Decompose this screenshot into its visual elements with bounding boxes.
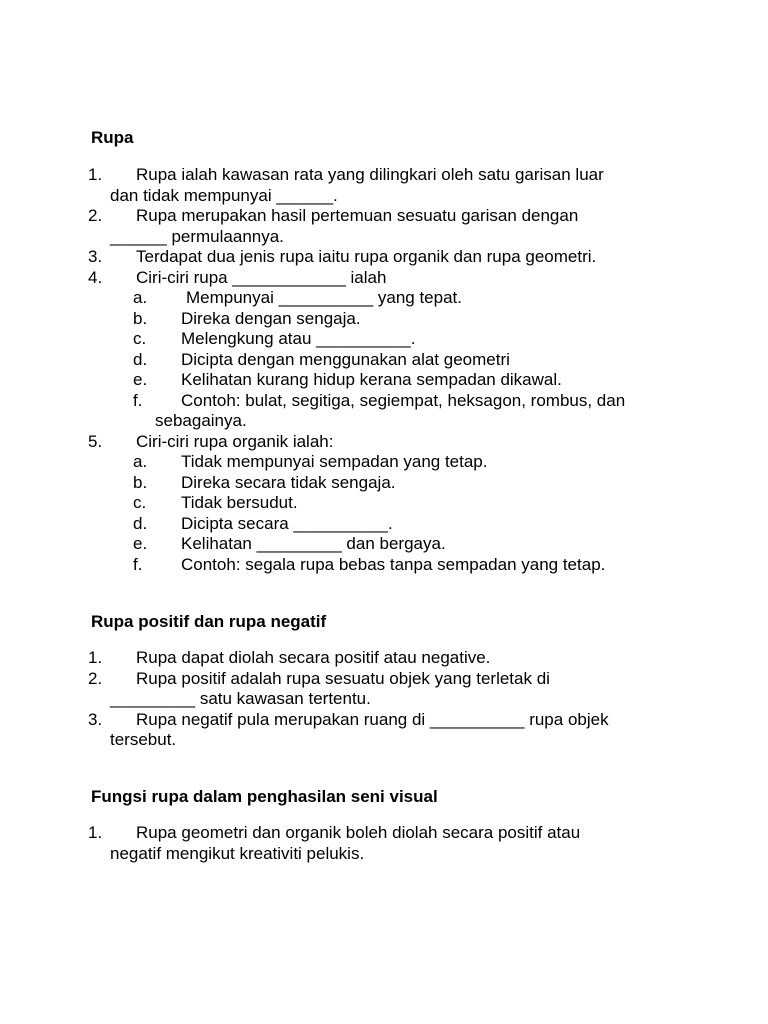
sub-letter: f. bbox=[133, 554, 143, 574]
sub-item bbox=[0, 391, 768, 412]
item-number: 4. bbox=[88, 267, 103, 287]
sub-text: Direka secara tidak sengaja. bbox=[181, 472, 396, 492]
sub-item bbox=[0, 555, 768, 576]
item-text: Ciri-ciri rupa ____________ ialah bbox=[136, 267, 387, 287]
sub-text: Direka dengan sengaja. bbox=[181, 308, 361, 328]
question-list bbox=[0, 165, 768, 575]
sub-item bbox=[0, 514, 768, 535]
item-number: 3. bbox=[88, 709, 103, 729]
item-number: 1. bbox=[88, 823, 103, 842]
sub-letter: c. bbox=[133, 329, 147, 348]
section-heading: Fungsi rupa dalam penghasilan seni visual bbox=[91, 787, 438, 806]
sub-text: Tidak mempunyai sempadan yang tetap. bbox=[181, 452, 488, 471]
sub-item bbox=[0, 309, 768, 330]
sub-text: Mempunyai __________ yang tepat. bbox=[186, 288, 462, 307]
sub-text: Contoh: bulat, segitiga, segiempat, heksagon, rombus, dan bbox=[181, 390, 626, 410]
item-number: 1. bbox=[88, 165, 103, 184]
item-continuation: negatif mengikut kreativiti pelukis. bbox=[110, 843, 365, 863]
list-item bbox=[0, 648, 768, 669]
sub-item bbox=[0, 288, 768, 309]
sub-item bbox=[0, 329, 768, 350]
item-text: Rupa ialah kawasan rata yang dilingkari oleh satu garisan luar bbox=[136, 165, 604, 184]
sub-letter: d. bbox=[133, 349, 148, 369]
item-number: 5. bbox=[88, 431, 103, 451]
sub-text: Dicipta secara __________. bbox=[181, 513, 393, 533]
item-continuation: _________ satu kawasan tertentu. bbox=[110, 689, 371, 708]
list-item bbox=[0, 669, 768, 690]
sub-continuation: sebagainya. bbox=[155, 411, 247, 430]
sub-letter: e. bbox=[133, 370, 148, 389]
item-text: Rupa geometri dan organik boleh diolah secara positif atau bbox=[136, 823, 581, 842]
list-item bbox=[0, 710, 768, 731]
sub-text: Dicipta dengan menggunakan alat geometri bbox=[181, 349, 510, 369]
list-item bbox=[0, 165, 768, 186]
sub-letter: a. bbox=[133, 288, 148, 307]
sub-text: Tidak bersudut. bbox=[181, 493, 298, 512]
list-item bbox=[0, 823, 768, 844]
sub-text: Kelihatan _________ dan bergaya. bbox=[181, 534, 446, 553]
item-continuation: tersebut. bbox=[110, 730, 177, 749]
item-text: Terdapat dua jenis rupa iaitu rupa organik dan rupa geometri. bbox=[136, 247, 597, 266]
sub-letter: f. bbox=[133, 390, 143, 410]
list-item bbox=[0, 432, 768, 453]
section-heading: Rupa bbox=[91, 128, 134, 147]
section-heading: Rupa positif dan rupa negatif bbox=[91, 612, 327, 631]
item-number: 3. bbox=[88, 247, 103, 266]
list-item bbox=[0, 268, 768, 289]
question-list bbox=[0, 823, 768, 864]
sub-text: Kelihatan kurang hidup kerana sempadan dikawal. bbox=[181, 370, 562, 389]
item-continuation: ______ permulaannya. bbox=[110, 226, 284, 246]
sub-item bbox=[0, 350, 768, 371]
item-text: Rupa negatif pula merupakan ruang di __________ rupa objek bbox=[136, 709, 609, 729]
item-number: 2. bbox=[88, 206, 103, 225]
item-text: Rupa merupakan hasil pertemuan sesuatu garisan dengan bbox=[136, 206, 579, 225]
question-list bbox=[0, 648, 768, 751]
item-number: 2. bbox=[88, 668, 103, 688]
item-number: 1. bbox=[88, 648, 103, 667]
sub-letter: b. bbox=[133, 308, 148, 328]
sub-letter: d. bbox=[133, 513, 148, 533]
item-text: Ciri-ciri rupa organik ialah: bbox=[136, 431, 334, 451]
sub-letter: b. bbox=[133, 472, 148, 492]
sub-item bbox=[0, 534, 768, 555]
sub-letter: e. bbox=[133, 534, 148, 553]
sub-text: Contoh: segala rupa bebas tanpa sempadan yang tetap. bbox=[181, 554, 606, 574]
item-text: Rupa dapat diolah secara positif atau negative. bbox=[136, 648, 491, 667]
item-text: Rupa positif adalah rupa sesuatu objek yang terletak di bbox=[136, 668, 550, 688]
sub-letter: c. bbox=[133, 493, 147, 512]
item-continuation: dan tidak mempunyai ______. bbox=[110, 185, 338, 205]
sub-item bbox=[0, 473, 768, 494]
sub-item bbox=[0, 493, 768, 514]
list-item bbox=[0, 247, 768, 268]
sub-item bbox=[0, 452, 768, 473]
sub-letter: a. bbox=[133, 452, 148, 471]
sub-item bbox=[0, 370, 768, 391]
list-item bbox=[0, 206, 768, 227]
sub-text: Melengkung atau __________. bbox=[181, 329, 416, 348]
